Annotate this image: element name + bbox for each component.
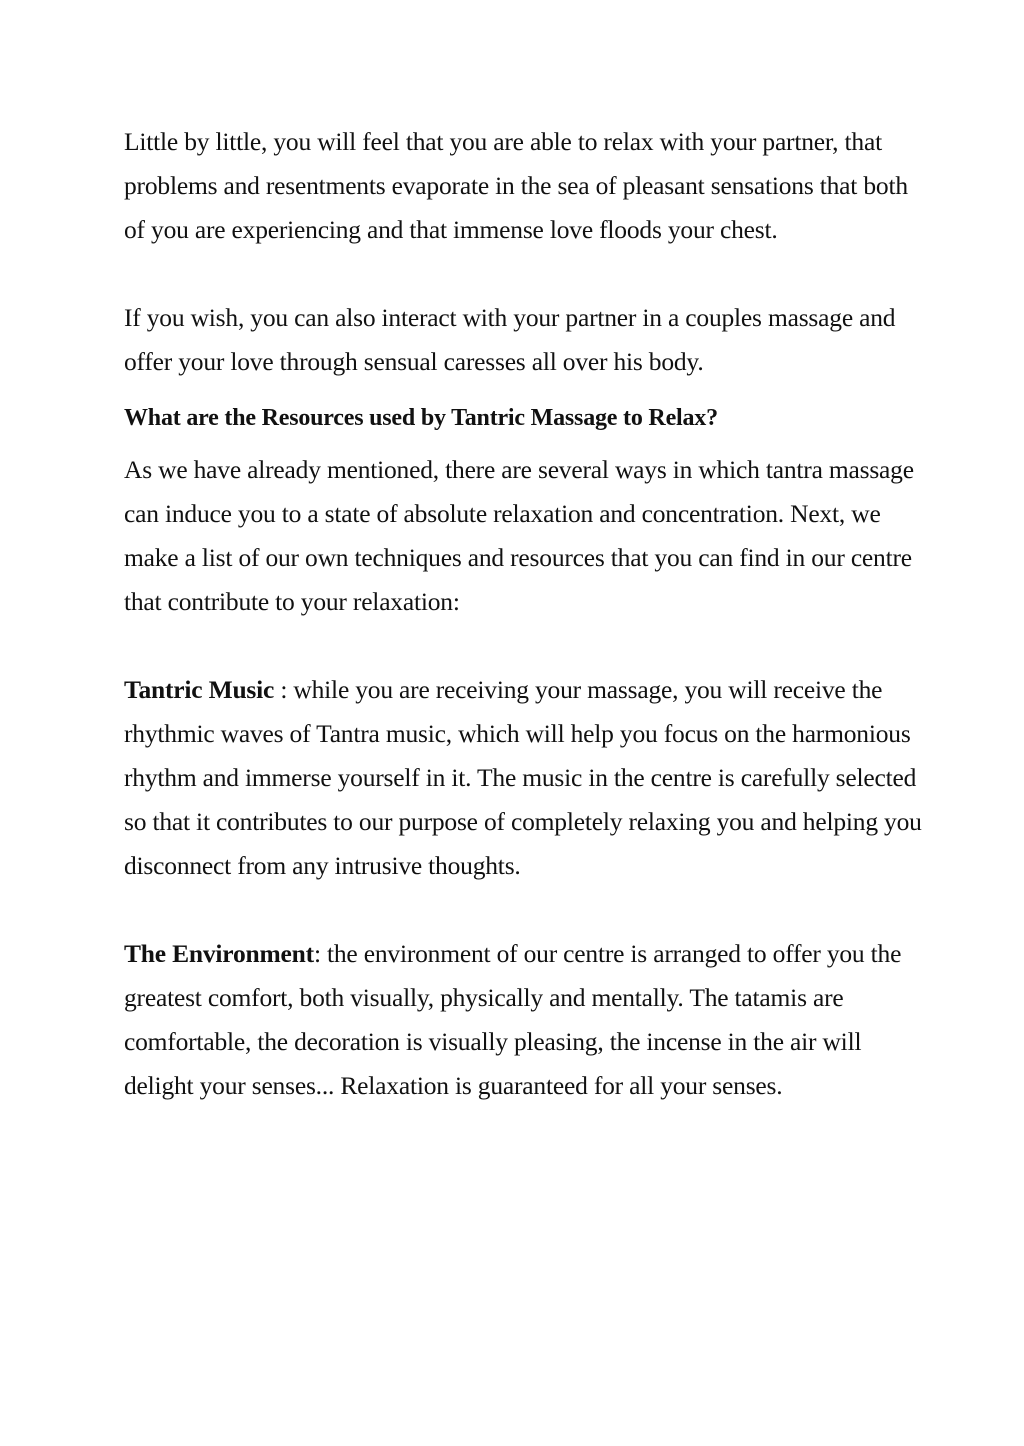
section-heading: What are the Resources used by Tantric Massage to Relax? [124,405,718,431]
paragraph-tantric-music [124,668,924,888]
term-tantric-music: Tantric Music [124,675,275,704]
paragraph-relax-with-partner: Little by little, you will feel that you are able to relax with your partner, that problems and resentments evaporate in the sea of pleasant sensations that both of you are experiencing and that immense love floods your chest. [124,127,908,244]
paragraph-environment [124,932,924,1108]
document-page [124,120,924,1108]
tantric-music-description: : while you are receiving your massage, you will receive the rhythmic waves of Tantra music, which will help you focus on the harmonious rhythm and immerse yourself in it. The music in the centre is carefully selected so that it contributes to our purpose of completely relaxing you and helping you disconnect from any intrusive thoughts. [124,675,922,880]
term-environment: The Environment [124,939,314,968]
paragraph-couples-massage: If you wish, you can also interact with your partner in a couples massage and offer your love through sensual caresses all over his body. [124,303,896,376]
environment-description: : the environment of our centre is arranged to offer you the greatest comfort, both visually, physically and mentally. The tatamis are comfortable, the decoration is visually pleasing, the incense in the air will delight your senses... Relaxation is guaranteed for all your senses. [124,939,902,1100]
paragraph-resources-intro: As we have already mentioned, there are several ways in which tantra massage can induce you to a state of absolute relaxation and concentration. Next, we make a list of our own techniques and resources that you can find in our centre that contribute to your relaxation: [124,455,914,616]
